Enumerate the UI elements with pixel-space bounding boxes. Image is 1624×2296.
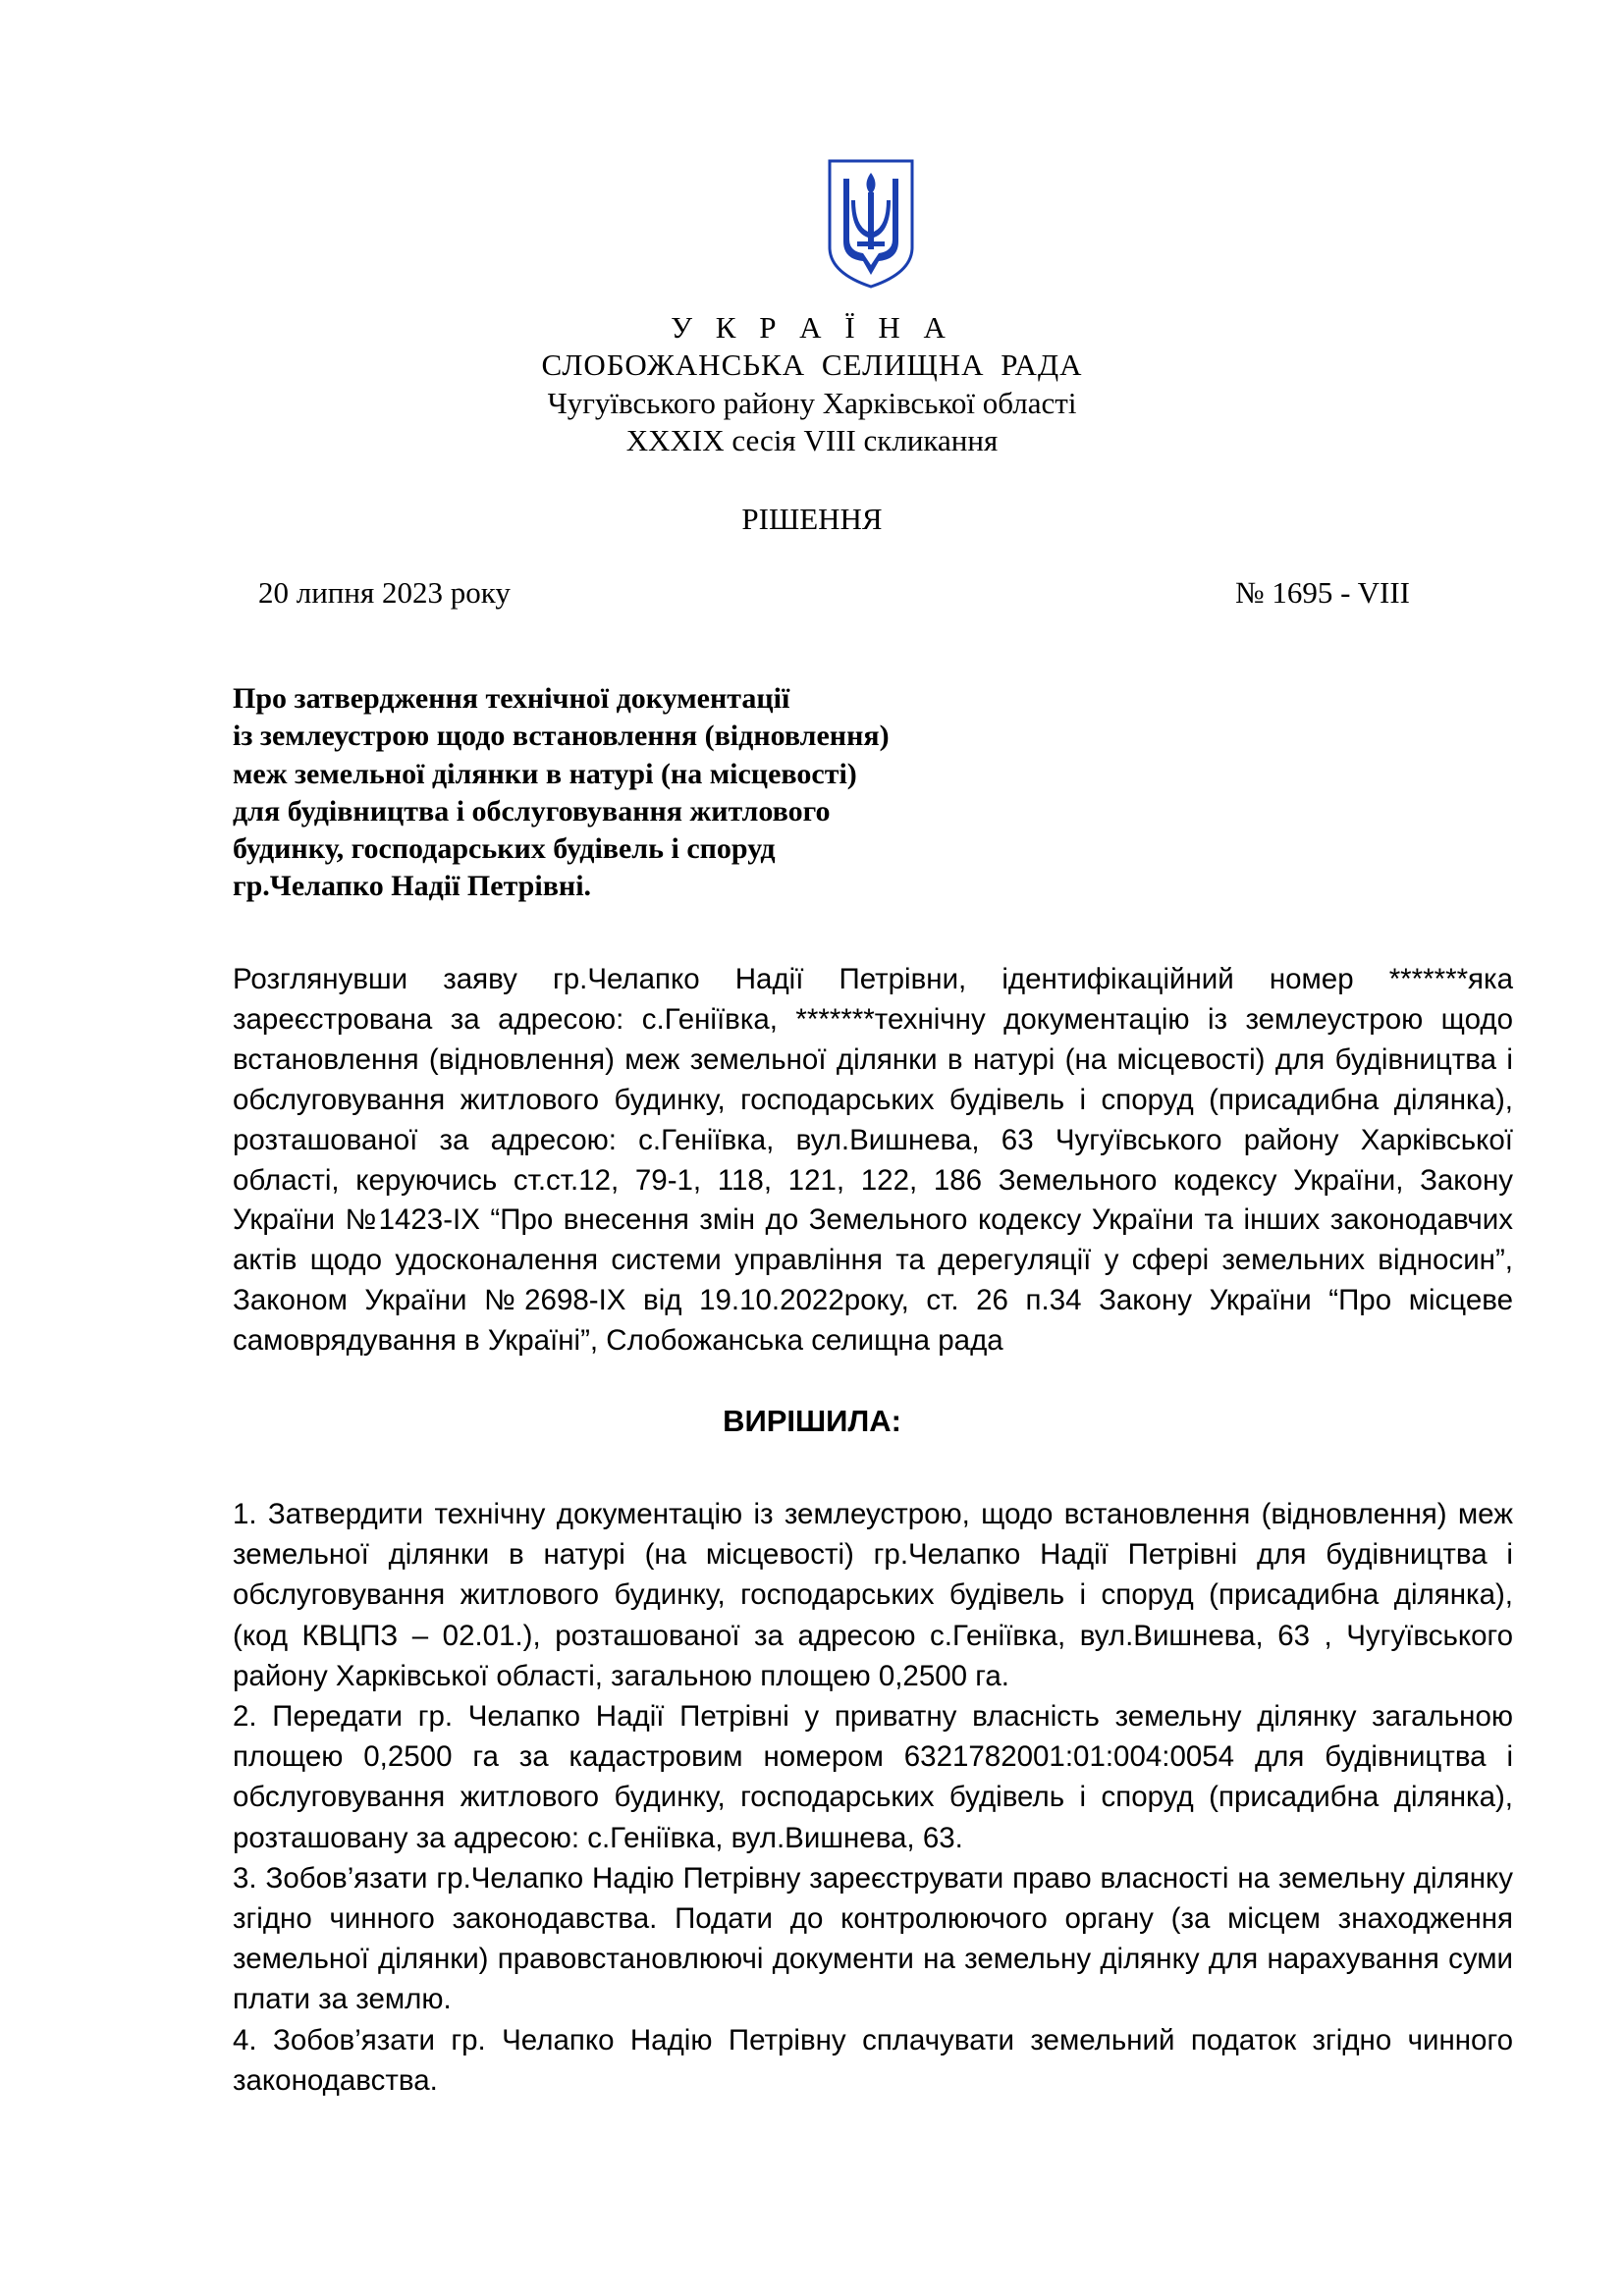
decision-number: № 1695 - VIII xyxy=(1235,575,1410,610)
subject-line: гр.Челапко Надії Петрівні. xyxy=(233,870,592,903)
subject-line: будинку, господарських будівель і споруд xyxy=(233,832,776,866)
subject-line: із землеустрою щодо встановлення (відновлення) xyxy=(233,720,890,753)
decision-item: 1. Затвердити технічну документацію із землеустрою, щодо встановлення (відновлення) меж земельної ділянки в натурі (на місцевості) гр.Челапко Надії Петрівні для будівництва і обслуговування житлового будинку, господарських будівель і споруд (присадибна ділянка), (код КВЦПЗ – 02.01.), розташованої за адресою с.Геніївка, вул.Вишнева, 63 , Чугуївського району Харківської області, загальною площею 0,2500 га. xyxy=(233,1498,1513,1692)
decision-subject xyxy=(233,680,1116,906)
coat-of-arms-emblem xyxy=(826,157,916,291)
decision-item: 4. Зобов’язати гр. Челапко Надію Петрівну сплачувати земельний податок згідно чинного законодавства. xyxy=(233,2023,1513,2097)
decision-item: 2. Передати гр. Челапко Надії Петрівні у приватну власність земельну ділянку загальною площею 0,2500 га за кадастровим номером 6321782001:01:004:0054 для будівництва і обслуговування житлового будинку, господарських будівель і споруд (присадибна ділянка), розташовану за адресою: с.Геніївка, вул.Вишнева, 63. xyxy=(233,1700,1513,1854)
district-name: Чугуївського району Харківської області xyxy=(547,386,1077,420)
preamble-paragraph: Розглянувши заяву гр.Челапко Надії Петрівни, ідентифікаційний номер *******яка зареєстрована за адресою: с.Геніївка, *******технічну документацію із землеустрою щодо встановлення (відновлення) меж земельної ділянки в натурі (на місцевості) для будівництва і обслуговування житлового будинку, господарських будівель і споруд (присадибна ділянка), розташованої за адресою: с.Геніївка, вул.Вишнева, 63 Чугуївського району Харківської області, керуючись ст.ст.12, 79-1, 118, 121, 122, 186 Земельного кодексу України, Закону України №1423-IX “Про внесення змін до Земельного кодексу України та інших законодавчих актів щодо удосконалення системи управління та дерегуляції у сфері земельних відносин”, Законом України №2698-IX від 19.10.2022року, ст. 26 п.34 Закону України “Про місцеве самоврядування в Україні”, Слобожанська селищна рада xyxy=(233,963,1513,1358)
document-type: РІШЕННЯ xyxy=(741,502,883,536)
decided-heading: ВИРІШИЛА: xyxy=(723,1404,901,1438)
council-name: СЛОБОЖАНСЬКА СЕЛИЩНА РАДА xyxy=(541,347,1083,382)
decision-date: 20 липня 2023 року xyxy=(258,575,511,610)
decision-items xyxy=(233,1494,1513,2101)
subject-line: Про затвердження технічної документації xyxy=(233,682,790,715)
decision-item: 3. Зобов’язати гр.Челапко Надію Петрівну зареєструвати право власності на земельну ділянку згідно чинного законодавства. Подати до контролюючого органу (за місцем знаходження земельної ділянки) правовстановлюючі документи на земельну ділянку для нарахування суми плати за землю. xyxy=(233,1861,1513,2016)
subject-line: для будівництва і обслуговування житлового xyxy=(233,794,831,828)
session-info: XXXIX сесія VIII скликання xyxy=(625,423,999,457)
country-name: У К Р А Ї Н А xyxy=(671,310,953,345)
subject-line: меж земельної ділянки в натурі (на місцевості) xyxy=(233,757,857,790)
